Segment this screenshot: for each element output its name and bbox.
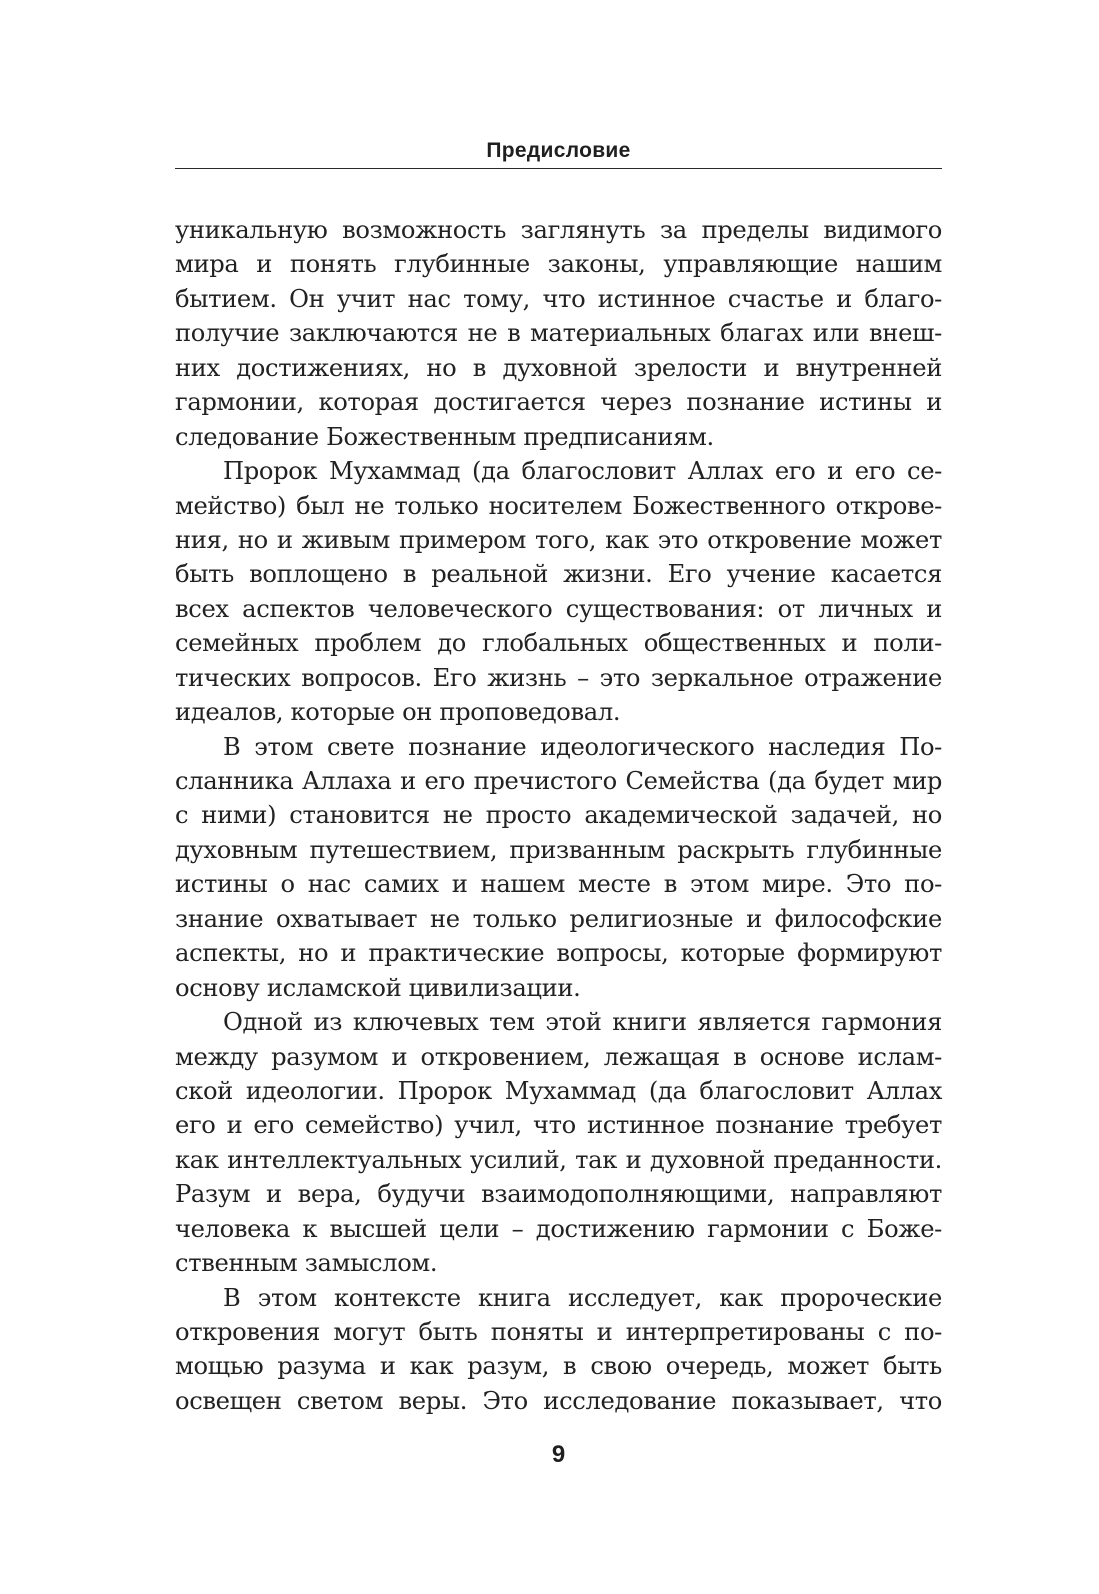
text-line: гармонии, которая достигается через познание истины и [175,388,942,417]
text-line: основу исламской цивилизации. [175,973,581,1002]
text-line: человека к высшей цели – достижению гармонии с Боже- [175,1214,942,1243]
paragraph [175,454,942,730]
text-line: ния, но и живым примером того, как это откровение может [175,525,942,554]
text-line: с ними) становится не просто академической задачей, но [175,801,942,830]
text-line: В этом свете познание идеологического наследия По- [223,732,942,761]
text-line: мощью разума и как разум, в свою очередь, может быть [175,1352,942,1381]
text-line: знание охватывает не только религиозные и философские [175,904,942,933]
text-line: Одной из ключевых тем этой книги является гармония [223,1008,942,1037]
text-line: ской идеологии. Пророк Мухаммад (да благословит Аллах [175,1076,942,1105]
text-line: следование Божественным предписаниям. [175,422,714,451]
paragraph [175,730,942,1006]
text-line: них достижениях, но в духовной зрелости и внутренней [175,353,942,382]
page-number: 9 [551,1441,566,1468]
text-line: тических вопросов. Его жизнь – это зеркальное отражение [175,663,942,692]
text-line: Пророк Мухаммад (да благословит Аллах его и его се- [223,457,942,486]
running-header [175,136,942,166]
text-line: уникальную возможность заглянуть за пределы видимого [175,216,942,244]
text-line: откровения могут быть поняты и интерпретированы с по- [175,1318,942,1346]
text-line: Разум и вера, будучи взаимодополняющими, направляют [175,1180,942,1209]
text-line: как интеллектуальных усилий, так и духовной преданности. [175,1145,942,1174]
text-line: истины о нас самих и нашем месте в этом мире. Это по- [175,870,942,899]
text-line: мейство) был не только носителем Божественного открове- [175,491,942,520]
text-line: получие заключаются не в материальных благах или внеш- [175,319,942,348]
text-line: аспекты, но и практические вопросы, которые формируют [175,939,942,968]
text-line: мира и понять глубинные законы, управляющие нашим [175,250,942,279]
text-line: между разумом и откровением, лежащая в основе ислам- [175,1042,942,1071]
chapter-title: Предисловие [486,139,631,162]
text-line: сланника Аллаха и его пречистого Семейства (да будет мир [175,767,942,795]
text-line: семейных проблем до глобальных общественных и поли- [175,629,942,658]
text-line: всех аспектов человеческого существования: от личных и [175,594,942,623]
text-line: ственным замыслом. [175,1249,438,1278]
text-line: освещен светом веры. Это исследование показывает, что [175,1386,942,1415]
text-line: идеалов, которые он проповедовал. [175,698,621,727]
text-line: быть воплощено в реальной жизни. Его учение касается [175,560,942,589]
paragraph [175,1281,942,1419]
text-line: духовным путешествием, призванным раскрыть глубинные [175,835,942,864]
text-line: бытием. Он учит нас тому, что истинное счастье и благо- [175,284,942,313]
body-text [175,213,942,1418]
paragraph [175,213,942,454]
text-line: его и его семейство) учил, что истинное познание требует [175,1111,942,1140]
paragraph [175,1005,942,1281]
header-rule [175,168,942,169]
text-line: В этом контексте книга исследует, как пророческие [223,1283,942,1312]
